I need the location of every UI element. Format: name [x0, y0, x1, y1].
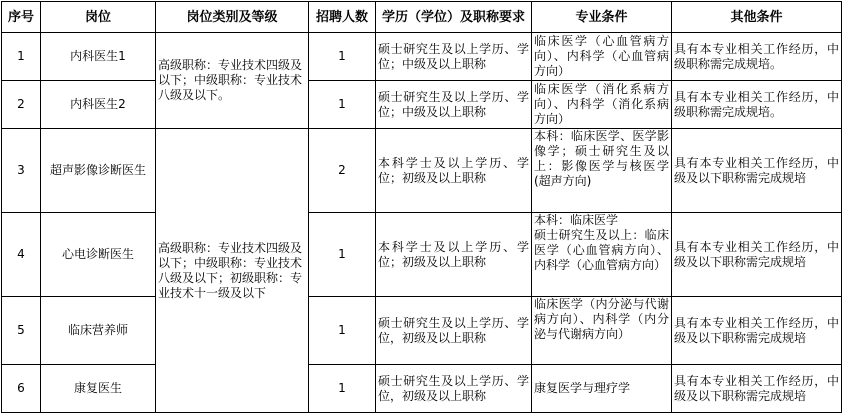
cell-seq: 1 — [2, 33, 41, 81]
cell-seq: 3 — [2, 129, 41, 213]
table-row — [2, 129, 842, 213]
header-seq: 序号 — [2, 2, 41, 33]
header-education: 学历（学位）及职称要求 — [376, 2, 532, 33]
cell-seq: 4 — [2, 213, 41, 297]
cell-major: 康复医学与理疗学 — [532, 365, 672, 413]
cell-position: 心电诊断医生 — [41, 213, 156, 297]
cell-category-group: 高级职称：专业技术四级及以下；中级职称：专业技术八级及以下。 — [156, 33, 309, 129]
cell-major: 临床医学（心血管病方向）、内科学（心血管病方向） — [532, 33, 672, 81]
table-row — [2, 213, 842, 297]
cell-count: 1 — [309, 213, 376, 297]
cell-other: 具有本专业相关工作经历，中级职称需完成规培。 — [672, 81, 842, 129]
cell-other: 具有本专业相关工作经历，中级及以下职称需完成规培 — [672, 213, 842, 297]
cell-education: 硕士研究生及以上学历、学位，初级及以上职称 — [376, 365, 532, 413]
cell-major: 临床医学（消化系病方向）、内科学（消化系病方向） — [532, 81, 672, 129]
header-position: 岗位 — [41, 2, 156, 33]
cell-position: 内科医生2 — [41, 81, 156, 129]
cell-major: 本科：临床医学 硕士研究生及以上：临床医学（心血管病方向）、内科学（心血管病方向） — [532, 213, 672, 297]
cell-other: 具有本专业相关工作经历，中级及以下职称需完成规培 — [672, 297, 842, 365]
cell-position: 超声影像诊断医生 — [41, 129, 156, 213]
table-row — [2, 365, 842, 413]
cell-seq: 5 — [2, 297, 41, 365]
table-row — [2, 33, 842, 81]
cell-category-group: 高级职称：专业技术四级及以下；中级职称：专业技术八级及以下；初级职称：专业技术十一级及以下 — [156, 129, 309, 413]
cell-seq: 2 — [2, 81, 41, 129]
header-category-level: 岗位类别及等级 — [156, 2, 309, 33]
cell-education: 本科学士及以上学历、学位；初级及以上职称 — [376, 213, 532, 297]
cell-other: 具有本专业相关工作经历，中级及以下职称需完成规培 — [672, 365, 842, 413]
cell-count: 2 — [309, 129, 376, 213]
cell-major: 本科：临床医学、医学影像学；硕士研究生及以上：影像医学与核医学(超声方向) — [532, 129, 672, 213]
cell-education: 本科学士及以上学历、学位；初级及以上职称 — [376, 129, 532, 213]
cell-count: 1 — [309, 297, 376, 365]
cell-education: 硕士研究生及以上学历、学位；中级及以上职称 — [376, 33, 532, 81]
header-other: 其他条件 — [672, 2, 842, 33]
recruitment-table — [1, 1, 842, 413]
cell-count: 1 — [309, 81, 376, 129]
cell-other: 具有本专业相关工作经历，中级职称需完成规培。 — [672, 33, 842, 81]
header-count: 招聘人数 — [309, 2, 376, 33]
cell-count: 1 — [309, 33, 376, 81]
cell-education: 硕士研究生及以上学历、学位，初级及以上职称 — [376, 297, 532, 365]
cell-position: 康复医生 — [41, 365, 156, 413]
cell-count: 1 — [309, 365, 376, 413]
cell-position: 临床营养师 — [41, 297, 156, 365]
cell-education: 硕士研究生及以上学历、学位；中级及以上职称 — [376, 81, 532, 129]
table-row — [2, 81, 842, 129]
table-row — [2, 297, 842, 365]
cell-other: 具有本专业相关工作经历，中级及以下职称需完成规培 — [672, 129, 842, 213]
header-row — [2, 2, 842, 33]
cell-seq: 6 — [2, 365, 41, 413]
header-major: 专业条件 — [532, 2, 672, 33]
cell-position: 内科医生1 — [41, 33, 156, 81]
cell-major: 临床医学（内分泌与代谢病方向）、内科学（内分泌与代谢病方向） — [532, 297, 672, 365]
